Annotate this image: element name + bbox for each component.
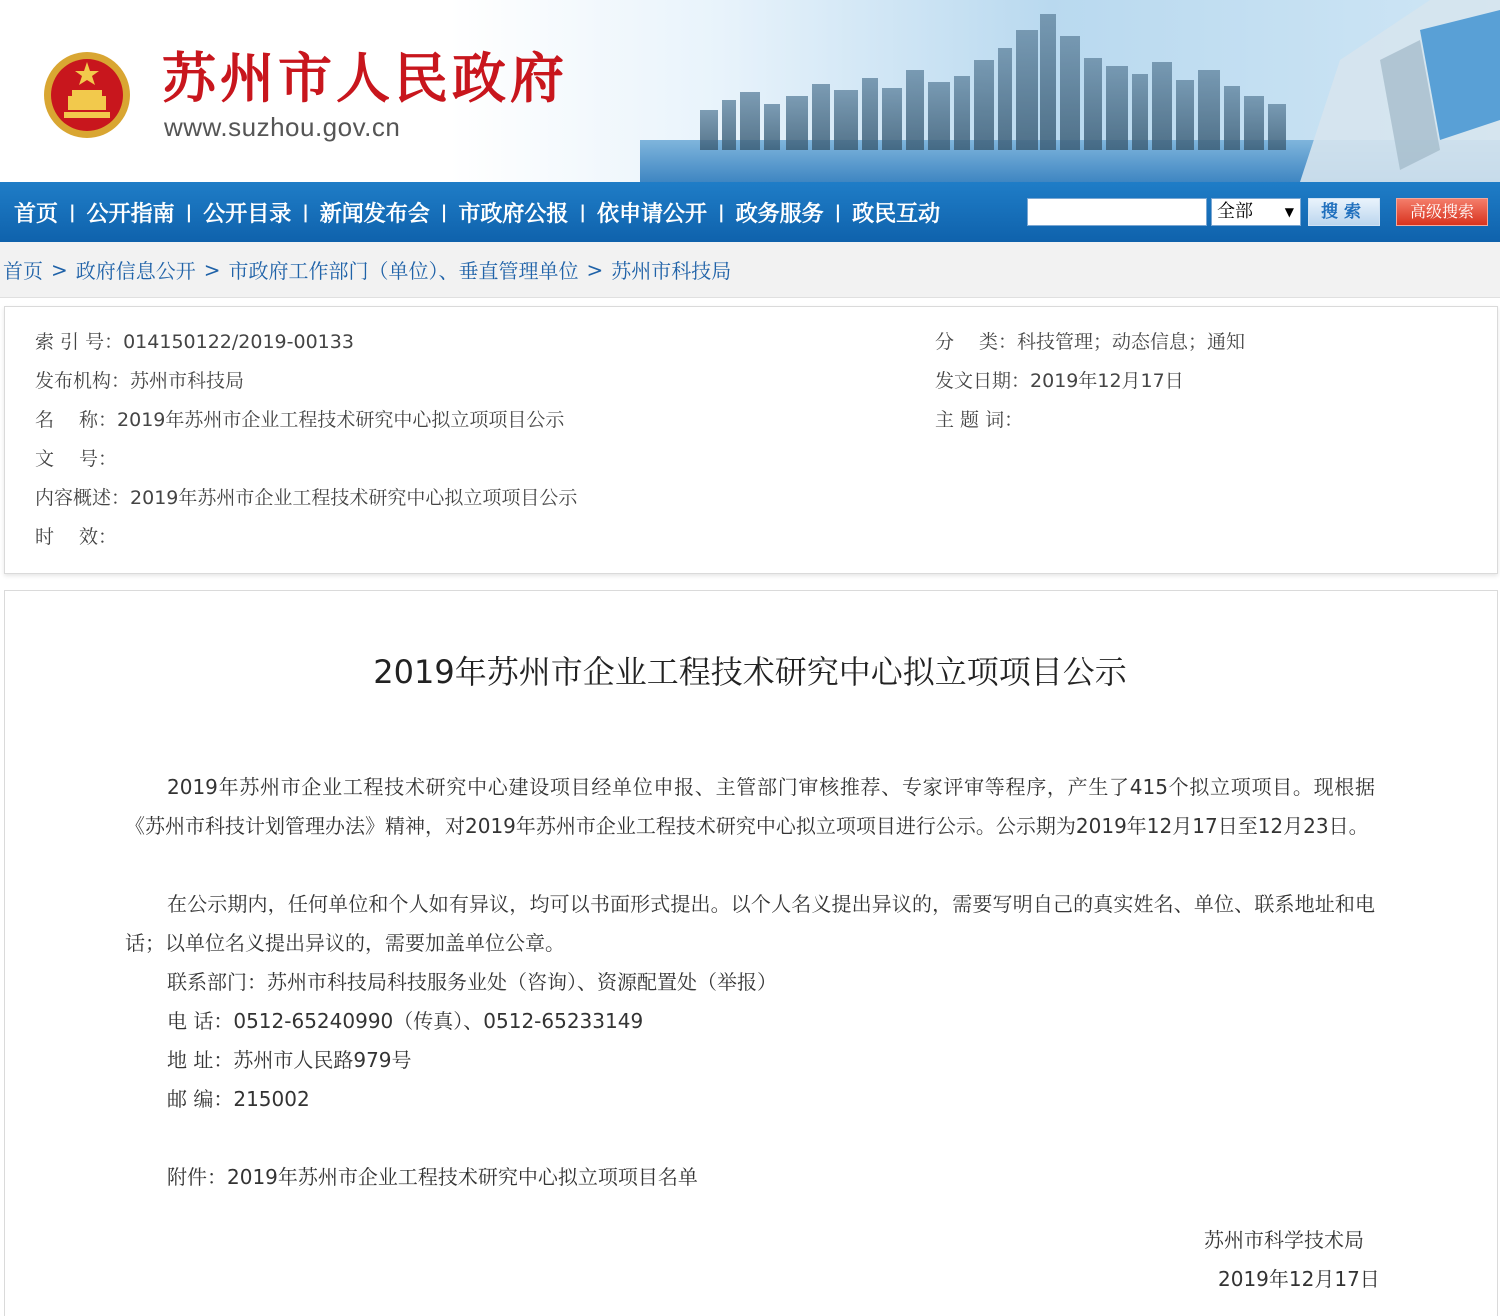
breadcrumb	[0, 242, 1500, 298]
breadcrumb-separator: >	[586, 257, 604, 282]
breadcrumb-separator: >	[203, 257, 221, 282]
meta-index-number	[35, 330, 354, 354]
meta-value: 科技管理；动态信息；通知	[1017, 331, 1246, 353]
meta-publisher	[35, 369, 244, 393]
nav-item-disclosure-catalog[interactable]: 公开目录	[203, 201, 292, 227]
article-title: 2019年苏州市企业工程技术研究中心拟立项项目公示	[373, 653, 1127, 691]
nav-separator: |	[579, 201, 586, 223]
nav-separator: |	[302, 201, 309, 223]
meta-validity	[35, 525, 117, 549]
signature-organization: 苏州市科学技术局	[1204, 1228, 1364, 1252]
nav-item-government-services[interactable]: 政务服务	[735, 201, 824, 227]
meta-label: 发布机构：	[35, 370, 131, 392]
meta-value: 014150122/2019-00133	[123, 331, 354, 353]
meta-label: 名 称：	[35, 409, 118, 431]
meta-name	[35, 408, 564, 432]
nav-separator: |	[185, 201, 193, 223]
meta-label: 内容概述：	[35, 487, 131, 509]
nav-item-list	[14, 182, 940, 242]
article-paragraph-objection: 在公示期内，任何单位和个人如有异议，均可以书面形式提出。以个人名义提出异议的，需要写明自己的真实姓名、单位、联系地址和电话；以单位名义提出异议的，需要加盖单位公章。	[125, 892, 1375, 955]
meta-label: 分 类：	[935, 331, 1018, 353]
breadcrumb-departments[interactable]: 市政府工作部门（单位）、垂直管理单位	[228, 259, 579, 283]
nav-item-home[interactable]: 首页	[14, 201, 59, 227]
meta-value: 2019年苏州市企业工程技术研究中心拟立项项目公示	[117, 409, 565, 431]
meta-document-number	[35, 447, 117, 471]
search-input[interactable]	[1027, 198, 1207, 226]
contact-address: 地 址：苏州市人民路979号	[167, 1048, 412, 1072]
search-scope-selected: 全部	[1217, 201, 1253, 222]
meta-label: 时 效：	[35, 526, 118, 548]
nav-item-government-gazette[interactable]: 市政府公报	[458, 201, 569, 227]
breadcrumb-separator: >	[51, 257, 68, 282]
article-paragraph-intro: 2019年苏州市企业工程技术研究中心建设项目经单位申报、主管部门审核推荐、专家评审等程序，产生了415个拟立项项目。现根据《苏州市科技计划管理办法》精神，对2019年苏州市企业工程技术研究中心拟立项项目进行公示。公示期为2019年12月17日至12月23日。	[125, 775, 1375, 838]
meta-summary	[35, 486, 577, 510]
meta-value: 2019年12月17日	[1030, 370, 1184, 392]
nav-item-public-interaction[interactable]: 政民互动	[852, 201, 941, 227]
meta-issue-date	[935, 369, 1184, 393]
nav-separator: |	[69, 201, 76, 223]
advanced-search-button[interactable]: 高级搜索	[1396, 198, 1488, 226]
search-button[interactable]: 搜索	[1308, 198, 1380, 226]
contact-phone: 电 话：0512-65240990（传真）、0512-65233149	[167, 1009, 644, 1033]
signature-date: 2019年12月17日	[1218, 1267, 1380, 1291]
national-emblem-icon	[42, 50, 132, 140]
meta-value: 苏州市科技局	[130, 370, 245, 392]
meta-value: 2019年苏州市企业工程技术研究中心拟立项项目公示	[130, 487, 578, 509]
contact-department: 联系部门：苏州市科技局科技服务业处（咨询）、资源配置处（举报）	[167, 970, 777, 994]
nav-separator: |	[440, 201, 448, 223]
breadcrumb-home[interactable]: 首页	[3, 259, 43, 283]
nav-item-request-disclosure[interactable]: 依申请公开	[596, 201, 707, 227]
meta-subject-words	[935, 408, 1023, 432]
breadcrumb-info-disclosure[interactable]: 政府信息公开	[75, 259, 196, 283]
meta-category	[935, 330, 1245, 354]
site-url[interactable]: www.suzhou.gov.cn	[164, 112, 401, 142]
nav-item-disclosure-guide[interactable]: 公开指南	[86, 201, 175, 227]
attachment-link[interactable]: 附件：2019年苏州市企业工程技术研究中心拟立项项目名单	[167, 1165, 698, 1189]
nav-separator: |	[717, 201, 725, 223]
search-scope-select[interactable]	[1211, 198, 1301, 226]
dropdown-arrow-icon: ▼	[1284, 205, 1294, 219]
breadcrumb-science-bureau[interactable]: 苏州市科技局	[611, 259, 732, 283]
contact-postcode: 邮 编：215002	[167, 1087, 310, 1111]
meta-label: 主 题 词：	[935, 409, 1024, 431]
nav-item-press-conference[interactable]: 新闻发布会	[319, 201, 430, 227]
nav-separator: |	[834, 201, 842, 223]
meta-label: 索 引 号：	[35, 331, 124, 353]
meta-label: 文 号：	[35, 448, 118, 470]
site-title[interactable]: 苏州市人民政府	[162, 46, 568, 110]
meta-label: 发文日期：	[935, 370, 1031, 392]
site-banner	[0, 0, 1500, 182]
